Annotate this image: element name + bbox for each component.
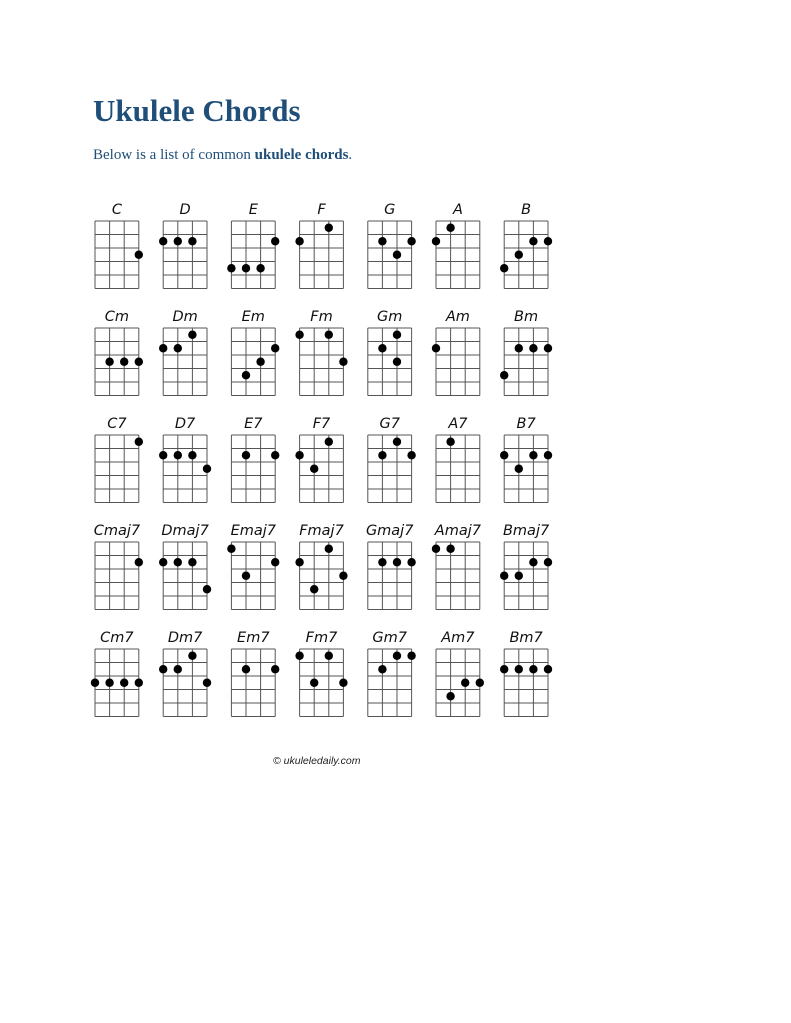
finger-dot	[500, 572, 508, 580]
finger-dot	[378, 237, 386, 245]
fretboard-grid	[163, 221, 207, 289]
chord-label-d: D	[179, 202, 191, 218]
finger-dot	[500, 665, 508, 673]
finger-dot	[174, 665, 182, 673]
fretboard-grid	[436, 328, 480, 396]
chord-diagram-gm	[368, 309, 412, 396]
fretboard-grid	[504, 435, 548, 503]
chord-label-a: A	[452, 202, 463, 218]
finger-dot	[203, 465, 211, 473]
finger-dot	[544, 451, 552, 459]
fretboard-grid	[300, 435, 344, 503]
finger-dot	[159, 558, 167, 566]
fretboard-grid	[231, 649, 275, 717]
fretboard-grid	[95, 542, 139, 610]
finger-dot	[515, 572, 523, 580]
fretboard-grid	[163, 435, 207, 503]
finger-dot	[544, 344, 552, 352]
finger-dot	[310, 679, 318, 687]
finger-dot	[135, 358, 143, 366]
chord-label-a7: A7	[448, 416, 468, 432]
copyright-credit: © ukuleledaily.com	[273, 755, 361, 767]
chord-diagram-fm7	[295, 630, 347, 717]
fretboard-grid	[436, 435, 480, 503]
chord-diagram-dm	[159, 309, 207, 396]
finger-dot	[446, 438, 454, 446]
fretboard-grid	[504, 328, 548, 396]
chord-label-bmaj7: Bmaj7	[502, 523, 550, 539]
finger-dot	[461, 679, 469, 687]
finger-dot	[393, 438, 401, 446]
fretboard-grid	[231, 542, 275, 610]
chord-label-e: E	[248, 202, 258, 218]
chord-diagram-b7	[500, 416, 552, 503]
finger-dot	[325, 652, 333, 660]
finger-dot	[500, 264, 508, 272]
chord-label-em7: Em7	[237, 630, 270, 646]
finger-dot	[159, 237, 167, 245]
fretboard-grid	[368, 542, 412, 610]
chord-label-gmaj7: Gmaj7	[365, 523, 414, 539]
chord-diagram-em	[231, 309, 279, 396]
finger-dot	[339, 679, 347, 687]
finger-dot	[135, 558, 143, 566]
finger-dot	[529, 237, 537, 245]
finger-dot	[295, 237, 303, 245]
finger-dot	[515, 465, 523, 473]
fretboard-grid	[368, 221, 412, 289]
chord-label-bm7: Bm7	[509, 630, 543, 646]
finger-dot	[544, 558, 552, 566]
chord-label-gm: Gm	[377, 309, 403, 325]
finger-dot	[174, 237, 182, 245]
chord-label-fmaj7: Fmaj7	[299, 523, 344, 539]
chord-diagram-e	[227, 202, 279, 289]
finger-dot	[500, 451, 508, 459]
finger-dot	[544, 665, 552, 673]
chord-label-d7: D7	[174, 416, 196, 432]
chord-label-dm: Dm	[172, 309, 198, 325]
finger-dot	[476, 679, 484, 687]
chord-diagram-c7	[95, 416, 143, 503]
finger-dot	[105, 679, 113, 687]
finger-dot	[271, 665, 279, 673]
finger-dot	[271, 344, 279, 352]
chord-label-gm7: Gm7	[372, 630, 407, 646]
finger-dot	[393, 251, 401, 259]
finger-dot	[174, 344, 182, 352]
chord-diagram-amaj7	[432, 523, 482, 610]
finger-dot	[295, 652, 303, 660]
finger-dot	[515, 344, 523, 352]
finger-dot	[159, 451, 167, 459]
finger-dot	[271, 451, 279, 459]
chord-label-amaj7: Amaj7	[434, 523, 481, 539]
finger-dot	[310, 585, 318, 593]
finger-dot	[242, 264, 250, 272]
chord-label-dm7: Dm7	[167, 630, 203, 646]
finger-dot	[393, 558, 401, 566]
chord-diagram-dmaj7	[159, 523, 211, 610]
chord-label-fm: Fm	[310, 309, 333, 325]
finger-dot	[446, 692, 454, 700]
finger-dot	[529, 665, 537, 673]
chord-diagram-e7	[231, 416, 279, 503]
finger-dot	[378, 558, 386, 566]
fretboard-grid	[231, 328, 275, 396]
finger-dot	[242, 371, 250, 379]
chord-diagram-cmaj7	[94, 523, 143, 610]
finger-dot	[325, 438, 333, 446]
fretboard-grid	[231, 221, 275, 289]
finger-dot	[529, 451, 537, 459]
fretboard-grid	[163, 649, 207, 717]
chord-diagram-a7	[436, 416, 480, 503]
finger-dot	[227, 545, 235, 553]
chord-diagram-dm7	[159, 630, 211, 717]
finger-dot	[544, 237, 552, 245]
finger-dot	[515, 665, 523, 673]
chord-diagram-g7	[368, 416, 416, 503]
intro-text-bold: ukulele chords	[254, 147, 349, 163]
chord-label-g7: G7	[379, 416, 400, 432]
fretboard-grid	[300, 649, 344, 717]
chord-diagram-f7	[295, 416, 343, 503]
chord-label-am: Am	[445, 309, 470, 325]
chord-label-f: F	[317, 202, 326, 218]
chord-label-g: G	[384, 202, 396, 218]
chord-diagram-f	[295, 202, 343, 289]
chord-diagram-cm	[95, 309, 143, 396]
finger-dot	[120, 679, 128, 687]
finger-dot	[242, 572, 250, 580]
chord-label-c7: C7	[107, 416, 127, 432]
chord-diagram-bm7	[500, 630, 552, 717]
fretboard-grid	[95, 649, 139, 717]
finger-dot	[135, 438, 143, 446]
finger-dot	[188, 558, 196, 566]
finger-dot	[432, 545, 440, 553]
fretboard-grid	[95, 328, 139, 396]
chord-diagram-b	[500, 202, 552, 289]
chord-label-emaj7: Emaj7	[230, 523, 277, 539]
finger-dot	[295, 558, 303, 566]
chord-diagram-d7	[159, 416, 211, 503]
finger-dot	[500, 371, 508, 379]
chord-label-dmaj7: Dmaj7	[161, 523, 209, 539]
chord-diagram-bmaj7	[500, 523, 552, 610]
finger-dot	[188, 451, 196, 459]
chord-diagram-gmaj7	[366, 523, 416, 610]
finger-dot	[242, 665, 250, 673]
fretboard-grid	[504, 542, 548, 610]
fretboard-grid	[368, 328, 412, 396]
chord-diagram-emaj7	[227, 523, 279, 610]
chord-label-cmaj7: Cmaj7	[93, 523, 141, 539]
finger-dot	[393, 652, 401, 660]
fretboard-grid	[436, 542, 480, 610]
chord-diagram-em7	[231, 630, 279, 717]
fretboard-grid	[300, 542, 344, 610]
finger-dot	[242, 451, 250, 459]
fretboard-grid	[436, 649, 480, 717]
finger-dot	[203, 585, 211, 593]
finger-dot	[174, 451, 182, 459]
finger-dot	[271, 237, 279, 245]
chord-label-em: Em	[241, 309, 265, 325]
finger-dot	[227, 264, 235, 272]
fretboard-grid	[368, 649, 412, 717]
finger-dot	[271, 558, 279, 566]
chord-label-bm: Bm	[514, 309, 539, 325]
finger-dot	[174, 558, 182, 566]
chord-diagram-d	[159, 202, 207, 289]
fretboard-grid	[504, 649, 548, 717]
finger-dot	[339, 572, 347, 580]
chord-diagram-cm7	[91, 630, 143, 717]
finger-dot	[446, 545, 454, 553]
fretboard-grid	[163, 328, 207, 396]
fretboard-grid	[231, 435, 275, 503]
finger-dot	[407, 451, 415, 459]
finger-dot	[378, 451, 386, 459]
fretboard-grid	[95, 221, 139, 289]
finger-dot	[91, 679, 99, 687]
finger-dot	[325, 545, 333, 553]
chord-diagram-a	[432, 202, 480, 289]
finger-dot	[135, 251, 143, 259]
finger-dot	[188, 652, 196, 660]
chord-label-b7: B7	[516, 416, 536, 432]
finger-dot	[339, 358, 347, 366]
fretboard-grid	[504, 221, 548, 289]
chord-label-cm7: Cm7	[100, 630, 134, 646]
finger-dot	[432, 237, 440, 245]
intro-text-end: .	[348, 147, 353, 163]
finger-dot	[378, 344, 386, 352]
finger-dot	[256, 358, 264, 366]
finger-dot	[256, 264, 264, 272]
fretboard-grid	[368, 435, 412, 503]
finger-dot	[135, 679, 143, 687]
fretboard-grid	[163, 542, 207, 610]
fretboard-grid	[436, 221, 480, 289]
finger-dot	[515, 251, 523, 259]
finger-dot	[310, 465, 318, 473]
finger-dot	[295, 331, 303, 339]
finger-dot	[407, 558, 415, 566]
finger-dot	[446, 224, 454, 232]
chord-label-f7: F7	[312, 416, 331, 432]
chord-diagram-g	[368, 202, 416, 289]
fretboard-grid	[300, 328, 344, 396]
finger-dot	[188, 237, 196, 245]
chord-diagram-am	[432, 309, 480, 396]
finger-dot	[529, 344, 537, 352]
finger-dot	[393, 331, 401, 339]
finger-dot	[188, 331, 196, 339]
finger-dot	[159, 344, 167, 352]
finger-dot	[378, 665, 386, 673]
chord-label-c: C	[111, 202, 122, 218]
finger-dot	[325, 224, 333, 232]
finger-dot	[432, 344, 440, 352]
finger-dot	[393, 358, 401, 366]
finger-dot	[105, 358, 113, 366]
finger-dot	[295, 451, 303, 459]
chord-diagram-am7	[436, 630, 484, 717]
page-title: Ukulele Chords	[93, 93, 301, 128]
finger-dot	[203, 679, 211, 687]
finger-dot	[407, 237, 415, 245]
fretboard-grid	[300, 221, 344, 289]
intro-text-start: Below is a list of common	[93, 147, 255, 163]
finger-dot	[407, 652, 415, 660]
chord-diagram-bm	[500, 309, 552, 396]
finger-dot	[529, 558, 537, 566]
chord-diagram-gm7	[368, 630, 416, 717]
chord-diagram-fmaj7	[295, 523, 347, 610]
chord-diagram-c	[95, 202, 143, 289]
chord-label-cm: Cm	[104, 309, 130, 325]
finger-dot	[325, 331, 333, 339]
finger-dot	[159, 665, 167, 673]
chord-label-e7: E7	[244, 416, 263, 432]
fretboard-grid	[95, 435, 139, 503]
finger-dot	[120, 358, 128, 366]
chord-label-am7: Am7	[441, 630, 475, 646]
chord-diagram-fm	[295, 309, 347, 396]
chord-label-b: B	[521, 202, 532, 218]
chord-label-fm7: Fm7	[305, 630, 338, 646]
